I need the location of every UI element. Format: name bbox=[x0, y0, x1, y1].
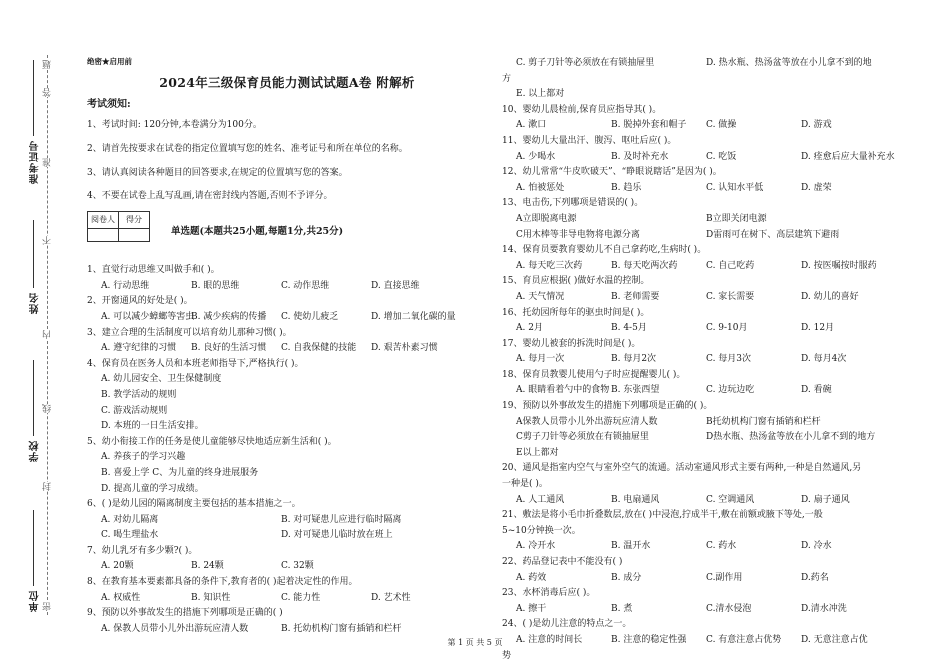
notice-item: 1、考试时间: 120分钟,本卷满分为100分。 bbox=[87, 120, 262, 130]
answer-option[interactable]: A. 行动思维 bbox=[101, 280, 150, 291]
answer-option[interactable]: B. 成分 bbox=[611, 572, 642, 583]
question-continuation: 方 bbox=[502, 73, 512, 84]
answer-option[interactable]: A. 每月一次 bbox=[516, 354, 565, 365]
answer-option[interactable]: A. 怕被惩处 bbox=[516, 182, 565, 193]
option-row bbox=[87, 341, 487, 357]
answer-option[interactable]: D雷雨可在树下、高层建筑下避雨 bbox=[706, 229, 840, 240]
answer-option[interactable]: B. 煮 bbox=[611, 603, 633, 614]
answer-option[interactable]: C.副作用 bbox=[706, 572, 743, 583]
answer-option[interactable]: C. 做操 bbox=[706, 120, 737, 131]
answer-option[interactable]: D. 游戏 bbox=[801, 120, 832, 131]
answer-option[interactable]: B托幼机构门窗有插销和栏杆 bbox=[706, 416, 821, 427]
school-line bbox=[33, 360, 34, 436]
answer-option[interactable]: C. 自己吃药 bbox=[706, 260, 755, 271]
answer-option[interactable]: A. 眼睛看着勺中的食物 bbox=[516, 385, 610, 396]
question-stem: 1、直觉行动思维又叫做手和( )。 bbox=[87, 265, 220, 276]
question-stem: 18、保育员教婴儿使用勺子时应提醒婴儿( )。 bbox=[502, 369, 686, 380]
answer-option[interactable]: B. 良好的生活习惯 bbox=[191, 343, 267, 354]
answer-option[interactable]: D. 看碗 bbox=[801, 385, 832, 396]
option-row bbox=[502, 446, 922, 462]
margin-label-name: 姓名 bbox=[30, 292, 41, 314]
answer-option[interactable]: E以上都对 bbox=[516, 447, 559, 458]
option-row bbox=[502, 571, 922, 587]
answer-option[interactable]: B. 眼的思维 bbox=[191, 280, 240, 291]
answer-option[interactable]: D. 艺术性 bbox=[371, 592, 411, 603]
secret-mark: 绝密★启用前 bbox=[87, 57, 132, 66]
answer-option[interactable]: A. 漱口 bbox=[516, 120, 547, 131]
question-stem: 15、育员应根据( )做好水温的控制。 bbox=[502, 276, 650, 287]
answer-option[interactable]: A立即脱离电源 bbox=[516, 213, 577, 224]
answer-option[interactable]: D. 提高儿童的学习成绩。 bbox=[101, 483, 204, 494]
option-row bbox=[87, 279, 487, 295]
grader-cell[interactable] bbox=[88, 228, 119, 241]
answer-option[interactable]: B. 24颗 bbox=[191, 561, 224, 572]
answer-option[interactable]: C. 认知水平低 bbox=[706, 182, 764, 193]
answer-option[interactable]: B. 及时补充水 bbox=[611, 151, 669, 162]
cut-char: 准 bbox=[43, 158, 53, 167]
answer-option[interactable]: A. 遵守纪律的习惯 bbox=[101, 343, 177, 354]
option-row bbox=[502, 493, 922, 509]
option-row bbox=[87, 419, 487, 435]
answer-option[interactable]: A. 注意的时间长 bbox=[516, 634, 583, 645]
answer-option[interactable]: C. 有意注意占优势 bbox=[706, 634, 782, 645]
answer-option[interactable]: D.清水冲洗 bbox=[801, 603, 847, 614]
question-continuation: 5~10分钟换一次。 bbox=[502, 525, 581, 536]
answer-option[interactable]: A. 保教人员带小儿外出游玩应清人数 bbox=[101, 623, 249, 634]
answer-option[interactable]: D. 每月4次 bbox=[801, 354, 847, 365]
answer-option[interactable]: C. 自我保健的技能 bbox=[281, 343, 357, 354]
cut-char: 答 bbox=[43, 88, 53, 97]
question-stem: 14、保育员要教育婴幼儿不自己拿药吃,生病时( )。 bbox=[502, 245, 707, 256]
option-row bbox=[502, 228, 922, 244]
answer-option[interactable]: D. 冷水 bbox=[801, 541, 832, 552]
answer-option[interactable]: C. 使幼儿疲乏 bbox=[281, 311, 339, 322]
answer-option[interactable]: B立即关闭电源 bbox=[706, 213, 767, 224]
question-stem: 5、幼小衔接工作的任务是使儿童能够尽快地适应新生活和( )。 bbox=[87, 436, 337, 447]
margin-label-exam-id: 准考证号 bbox=[30, 140, 41, 184]
answer-option[interactable]: B. 每月2次 bbox=[611, 354, 657, 365]
answer-option[interactable]: C. 药水 bbox=[706, 541, 737, 552]
option-row bbox=[87, 388, 487, 404]
option-row bbox=[87, 372, 487, 388]
answer-option[interactable]: D. 对可疑患儿临时放在班上 bbox=[281, 530, 393, 541]
question-stem: 2、开窗通风的好处是( )。 bbox=[87, 296, 193, 307]
option-row bbox=[87, 559, 487, 575]
answer-option[interactable]: C. 空调通风 bbox=[706, 494, 755, 505]
question-stem: 4、保育员在医务人员和本班老师指导下,严格执行( )。 bbox=[87, 358, 304, 369]
question-stem: 12、幼儿常常“牛皮吹破天”、“睁眼说瞎话”是因为( )。 bbox=[502, 167, 722, 178]
score-table bbox=[87, 211, 150, 242]
option-row bbox=[502, 415, 922, 431]
question-stem: 7、幼儿乳牙有多少颗?( )。 bbox=[87, 545, 198, 556]
answer-option[interactable]: C. 9-10月 bbox=[706, 323, 748, 334]
answer-option[interactable]: B. 趋乐 bbox=[611, 182, 642, 193]
answer-option[interactable]: A. 权威性 bbox=[101, 592, 141, 603]
name-line bbox=[33, 220, 34, 288]
answer-option[interactable]: B. 知识性 bbox=[191, 592, 231, 603]
answer-option[interactable]: D. 12月 bbox=[801, 323, 835, 334]
option-row bbox=[502, 212, 922, 228]
score-header-score: 得分 bbox=[119, 212, 150, 229]
unit-line bbox=[33, 510, 34, 586]
answer-option[interactable]: A. 幼儿园安全、卫生保健制度 bbox=[101, 374, 222, 385]
question-stem: 22、药品登记表中不能没有( ) bbox=[502, 557, 623, 567]
option-row bbox=[502, 118, 922, 134]
cut-char: 不 bbox=[43, 236, 53, 245]
answer-option[interactable]: D. 无意注意占优 bbox=[801, 634, 868, 645]
answer-option[interactable]: A. 冷开水 bbox=[516, 541, 556, 552]
question-list-right bbox=[502, 56, 922, 664]
answer-option[interactable]: D. 艰苦朴素习惯 bbox=[371, 343, 438, 354]
answer-option[interactable]: B. 老师需要 bbox=[611, 291, 660, 302]
section-heading: 单选题(本题共25小题,每题1分,共25分) bbox=[171, 226, 344, 238]
answer-option[interactable]: C. 边玩边吃 bbox=[706, 385, 755, 396]
question-stem: 24、( )是幼儿注意的特点之一。 bbox=[502, 619, 632, 630]
option-row bbox=[87, 404, 487, 420]
answer-option[interactable]: C. 家长需要 bbox=[706, 291, 755, 302]
cut-char: 密 bbox=[43, 602, 53, 611]
option-row bbox=[502, 352, 922, 368]
answer-option[interactable]: D. 热水瓶、热汤盆等放在小儿拿不到的地 bbox=[706, 58, 872, 68]
answer-option[interactable]: D. 幼儿的喜好 bbox=[801, 291, 859, 302]
option-row bbox=[502, 602, 922, 618]
answer-option[interactable]: D. 扇子通风 bbox=[801, 494, 850, 505]
exam-notice bbox=[87, 96, 487, 209]
cut-char: 线 bbox=[43, 404, 53, 413]
question-stem: 19、预防以外事故发生的措施下列哪项是正确的( )。 bbox=[502, 401, 713, 412]
notice-item: 2、请首先按要求在试卷的指定位置填写您的姓名、准考证号和所在单位的名称。 bbox=[87, 143, 408, 154]
page-footer: 第 1 页 共 5 页 bbox=[447, 638, 503, 647]
answer-option[interactable]: D. 按医嘱按时服药 bbox=[801, 260, 877, 271]
question-stem: 6、( )是幼儿园的隔离制度主要包括的基本措施之一。 bbox=[87, 499, 301, 510]
binding-margin bbox=[0, 0, 70, 671]
answer-option[interactable]: C剪子刀针等必须放在有锁抽屉里 bbox=[516, 432, 649, 443]
question-continuation: 势 bbox=[502, 650, 512, 661]
option-row bbox=[502, 56, 922, 72]
answer-option[interactable]: D热水瓶、热汤盆等放在小儿拿不到的地方 bbox=[706, 432, 876, 443]
answer-option[interactable]: B. 东张西望 bbox=[611, 385, 660, 396]
question-stem: 23、水杯消毒后应( )。 bbox=[502, 588, 596, 599]
question-stem: 10、婴幼儿晨检前,保育员应指导其( )。 bbox=[502, 104, 662, 115]
option-row bbox=[87, 310, 487, 326]
question-stem: 17、婴幼儿被套的拆洗时间是( )。 bbox=[502, 338, 641, 349]
score-area bbox=[87, 211, 487, 249]
answer-option[interactable]: D. 本班的一日生活安排。 bbox=[101, 421, 204, 432]
option-row bbox=[87, 622, 487, 638]
answer-option[interactable]: B. 每天吃两次药 bbox=[611, 260, 678, 271]
answer-option[interactable]: A. 对幼儿隔离 bbox=[101, 514, 159, 525]
question-stem: 16、托幼园所每年的驱虫时间是( )。 bbox=[502, 307, 650, 318]
answer-option[interactable]: B. 教学活动的规则 bbox=[101, 389, 177, 400]
option-row bbox=[502, 150, 922, 166]
answer-option[interactable]: B. 脱掉外套和帽子 bbox=[611, 120, 687, 131]
answer-option[interactable]: C.清水侵泡 bbox=[706, 603, 752, 614]
option-row bbox=[502, 430, 922, 446]
option-row bbox=[502, 290, 922, 306]
page-title: 2024年三级保育员能力测试试题A卷 附解析 bbox=[159, 75, 415, 90]
option-row bbox=[502, 181, 922, 197]
answer-option[interactable]: C用木棒等非导电物将电源分离 bbox=[516, 229, 640, 240]
answer-option[interactable]: B. 注意的稳定性强 bbox=[611, 634, 687, 645]
answer-option[interactable]: B. 喜爱上学 C、为儿童的终身进展服务 bbox=[101, 467, 259, 478]
answer-option[interactable]: C. 吃饭 bbox=[706, 151, 737, 162]
question-stem: 11、婴幼儿大量出汗、腹泻、呕吐后应( )。 bbox=[502, 135, 677, 146]
answer-option[interactable]: C. 剪子刀针等必须放在有锁抽屉里 bbox=[516, 58, 655, 68]
answer-option[interactable]: D.药名 bbox=[801, 572, 829, 583]
option-row bbox=[87, 528, 487, 544]
option-row bbox=[87, 466, 487, 482]
answer-option[interactable]: B. 温开水 bbox=[611, 541, 651, 552]
option-row bbox=[87, 450, 487, 466]
notice-heading: 考试须知: bbox=[87, 99, 131, 110]
answer-option[interactable]: B. 减少疾病的传播 bbox=[191, 311, 267, 322]
cut-char: 题 bbox=[43, 60, 53, 69]
answer-option[interactable]: C. 喝生理盐水 bbox=[101, 530, 159, 541]
left-column bbox=[87, 56, 487, 637]
question-stem: 21、敷法是将小毛巾折叠数层,放在( )中浸泡,拧成半干,敷在前额或腋下等处,一般 bbox=[502, 510, 823, 521]
margin-label-unit: 单位 bbox=[30, 590, 41, 612]
answer-option[interactable]: E. 以上都对 bbox=[516, 89, 565, 100]
cut-char: 封 bbox=[43, 482, 53, 491]
option-row bbox=[502, 87, 922, 103]
answer-option[interactable]: D. 增加二氧化碳的量 bbox=[371, 311, 456, 322]
exam-id-line bbox=[33, 60, 34, 136]
question-list-left bbox=[87, 263, 487, 637]
answer-option[interactable]: A. 20颗 bbox=[101, 561, 134, 572]
answer-option[interactable]: D. 痊愈后应大量补充水 bbox=[801, 151, 895, 162]
answer-option[interactable]: B. 对可疑患儿应进行临时隔离 bbox=[281, 514, 402, 525]
answer-option[interactable]: B. 4-5月 bbox=[611, 323, 647, 334]
score-cell[interactable] bbox=[119, 228, 150, 241]
option-row bbox=[502, 539, 922, 555]
question-stem: 8、在教育基本要素都具备的条件下,教育者的( )起着决定性的作用。 bbox=[87, 577, 358, 588]
answer-option[interactable]: B. 托幼机构门窗有插销和栏杆 bbox=[281, 623, 402, 634]
answer-option[interactable]: A. 药效 bbox=[516, 572, 547, 583]
answer-option[interactable]: B. 电扇通风 bbox=[611, 494, 660, 505]
notice-item: 3、请认真阅读各种题目的回答要求,在规定的位置填写您的答案。 bbox=[87, 167, 348, 178]
answer-option[interactable]: D. 直接思维 bbox=[371, 280, 420, 291]
option-row bbox=[87, 513, 487, 529]
answer-option[interactable]: C. 能力性 bbox=[281, 592, 321, 603]
option-row bbox=[502, 321, 922, 337]
option-row bbox=[502, 383, 922, 399]
option-row bbox=[87, 482, 487, 498]
answer-option[interactable]: A. 擦干 bbox=[516, 603, 547, 614]
answer-option[interactable]: A. 可以减少蟑螂等害虫 bbox=[101, 311, 195, 322]
notice-item: 4、不要在试卷上乱写乱画,请在密封线内答题,否则不予评分。 bbox=[87, 191, 333, 202]
answer-option[interactable]: A. 天气情况 bbox=[516, 291, 565, 302]
answer-option[interactable]: C. 游戏活动规则 bbox=[101, 405, 168, 416]
option-row bbox=[502, 259, 922, 275]
question-stem: 3、建立合理的生活制度可以培育幼儿那种习惯( )。 bbox=[87, 327, 292, 338]
answer-option[interactable]: C. 动作思维 bbox=[281, 280, 330, 291]
question-continuation: 一种是( )。 bbox=[502, 479, 548, 490]
answer-option[interactable]: A. 每天吃三次药 bbox=[516, 260, 583, 271]
answer-option[interactable]: A. 少喝水 bbox=[516, 151, 556, 162]
answer-option[interactable]: C. 每月3次 bbox=[706, 354, 752, 365]
answer-option[interactable]: C. 32颗 bbox=[281, 561, 314, 572]
option-row bbox=[87, 591, 487, 607]
answer-option[interactable]: A. 人工通风 bbox=[516, 494, 565, 505]
answer-option[interactable]: A. 养孩子的学习兴趣 bbox=[101, 452, 186, 463]
question-stem: 9、预防以外事故发生的措施下列哪项是正确的( ) bbox=[87, 608, 283, 619]
cut-char: 内 bbox=[43, 330, 53, 339]
question-stem: 13、电击伤,下列哪项是错误的( )。 bbox=[502, 198, 644, 209]
question-stem: 20、通风是指室内空气与室外空气的流通。活动室通风形式主要有两种,一种是自然通风,另 bbox=[502, 463, 862, 474]
right-column bbox=[502, 56, 922, 664]
answer-option[interactable]: A保教人员带小儿外出游玩应清人数 bbox=[516, 416, 658, 427]
answer-option[interactable]: A. 2月 bbox=[516, 323, 543, 334]
answer-option[interactable]: D. 虚荣 bbox=[801, 182, 832, 193]
score-header-grader: 阅卷人 bbox=[88, 212, 119, 229]
margin-label-school: 学校 bbox=[30, 440, 41, 462]
